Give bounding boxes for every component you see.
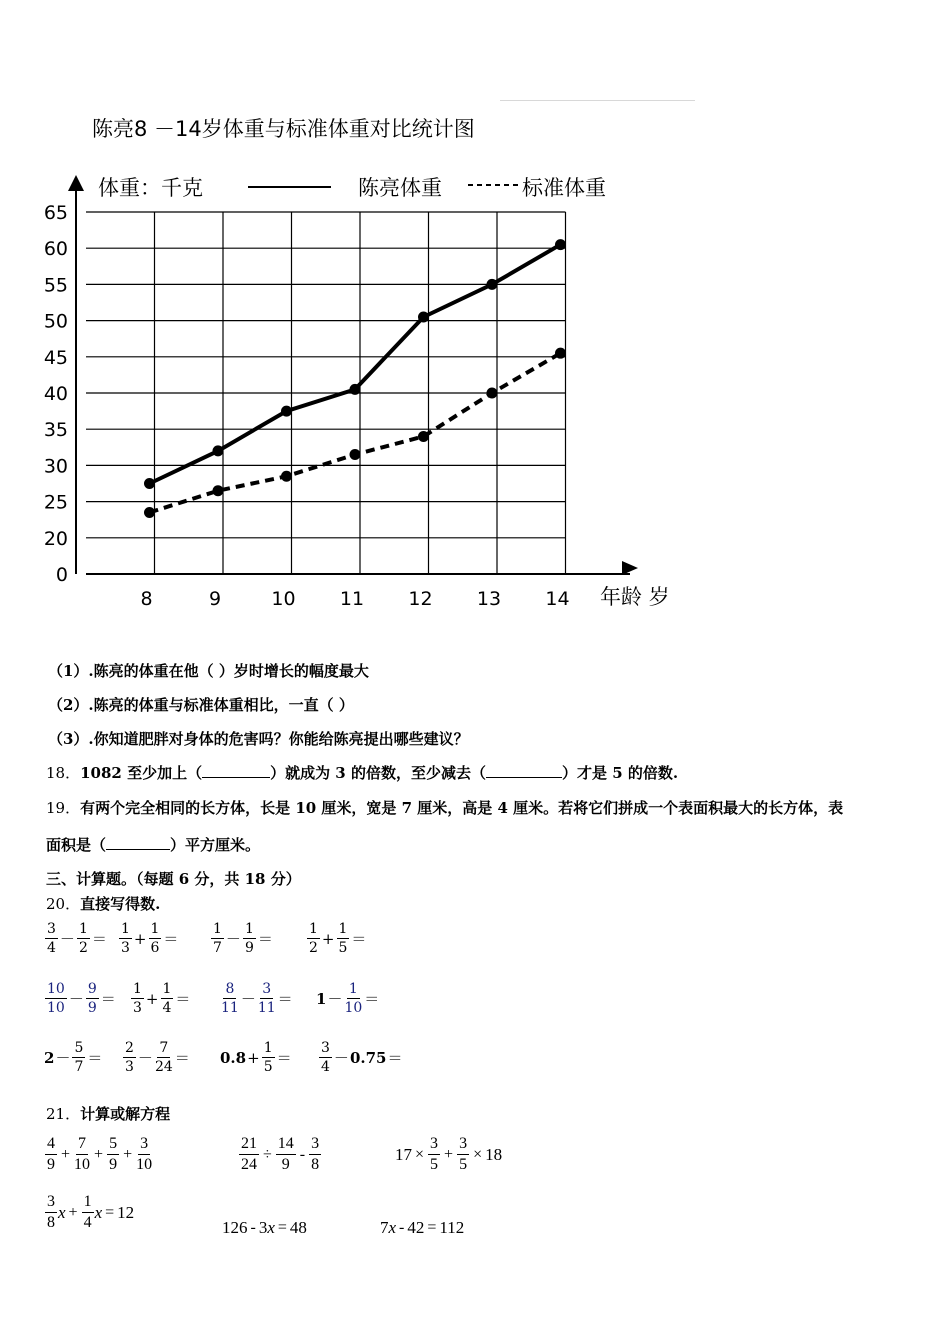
x-tick-label: 12 xyxy=(408,588,433,610)
question-2: （2）.陈亮的体重与标准体重相比，一直（ ） xyxy=(48,696,354,714)
data-point xyxy=(213,445,224,456)
q20-expr-5: $\frac{10}{10}$ － $\frac{9}{9}$ ＝ xyxy=(47,981,116,1016)
q20-expr-4: $\frac{1}{2}$ + $\frac{1}{5}$ ＝ xyxy=(309,921,367,956)
y-tick-label: 45 xyxy=(43,346,68,369)
q18-blank-2[interactable] xyxy=(486,763,562,778)
x-axis-arrow-icon xyxy=(622,561,638,575)
x-tick-label: 10 xyxy=(271,588,296,610)
q19-number: 19． xyxy=(46,799,81,817)
q20-expr-7: $\frac{8}{11}$ － $\frac{3}{11}$ ＝ xyxy=(221,981,293,1016)
q18-blank-1[interactable] xyxy=(202,763,270,778)
y-tick-labels xyxy=(44,202,68,586)
legend-solid-label: 陈亮体重 xyxy=(358,176,442,200)
chart-grid xyxy=(76,189,630,574)
data-point xyxy=(144,507,155,518)
q20-expr-12: $\frac{3}{4}$ － 0.75 ＝ xyxy=(321,1040,403,1075)
x-tick-label: 8 xyxy=(140,588,153,610)
data-point xyxy=(555,239,566,250)
y-tick-label: 50 xyxy=(43,310,68,333)
q21-expr-d: $\frac{3}{8}$ x + $\frac{1}{4}$ x = 12 xyxy=(47,1193,135,1231)
data-point xyxy=(144,478,155,489)
question-20-heading xyxy=(46,893,160,914)
x-tick-label: 9 xyxy=(208,588,222,610)
y-tick-label: 20 xyxy=(43,527,68,550)
q21-expr-e: 126 - 3 x = 48 xyxy=(222,1218,307,1237)
x-tick-label: 14 xyxy=(545,588,570,610)
header-rule xyxy=(500,100,695,101)
legend-dashed-label: 标准体重 xyxy=(522,176,606,200)
data-point xyxy=(487,388,498,399)
q21-number: 21． xyxy=(46,1105,81,1123)
y-axis-arrow-icon xyxy=(68,175,84,191)
data-point xyxy=(418,431,429,442)
q21-expr-a: $\frac{4}{9}$ + $\frac{7}{10}$ + $\frac{5}{9}$ + $\frac{3}{10}$ xyxy=(47,1135,153,1173)
y-tick-label: 55 xyxy=(43,274,68,297)
question-18 xyxy=(46,762,678,783)
question-3: （3）.你知道肥胖对身体的危害吗？你能给陈亮提出哪些建议？ xyxy=(48,730,469,748)
q20-expr-3: $\frac{1}{7}$ － $\frac{1}{9}$ ＝ xyxy=(213,921,273,956)
q21-expr-f: 7 x - 42 = 112 xyxy=(380,1218,465,1237)
y-axis-label: 体重：千克 xyxy=(98,176,203,200)
series-line-standard xyxy=(150,353,561,512)
y-tick-label: 40 xyxy=(43,383,68,405)
section-3-heading: 三、计算题。（每题 6 分，共 18 分） xyxy=(46,870,301,888)
q20-number: 20． xyxy=(46,895,81,913)
y-tick-label: 65 xyxy=(43,202,68,224)
q18-number: 18． xyxy=(46,764,81,782)
data-point xyxy=(281,471,292,482)
q18-text-a: 1082 至少加上（ xyxy=(80,764,203,782)
q18-text-c: ）才是 5 的倍数. xyxy=(561,764,679,782)
q20-expr-10: $\frac{2}{3}$ － $\frac{7}{24}$ ＝ xyxy=(125,1040,190,1075)
x-tick-label: 13 xyxy=(476,588,502,610)
q19-text-b: ）平方厘米。 xyxy=(170,836,261,854)
q21-expr-b: $\frac{21}{24}$ ÷ $\frac{14}{9}$ - $\frac{3}{8}$ xyxy=(241,1135,320,1173)
q20-expr-11: 0.8 + $\frac{1}{5}$ ＝ xyxy=(220,1040,292,1075)
data-point xyxy=(350,384,361,395)
q20-expr-6: $\frac{1}{3}$ + $\frac{1}{4}$ ＝ xyxy=(133,981,191,1016)
question-1: （1）.陈亮的体重在他（ ）岁时增长的幅度最大 xyxy=(48,662,369,680)
x-axis-label: 年龄 岁 xyxy=(600,585,670,609)
q20-expr-9: 2 － $\frac{5}{7}$ ＝ xyxy=(44,1040,103,1075)
data-point xyxy=(487,279,498,290)
question-21-heading xyxy=(46,1103,170,1124)
q20-expr-2: $\frac{1}{3}$ + $\frac{1}{6}$ ＝ xyxy=(121,921,179,956)
q19-text-a: 面积是（ xyxy=(46,836,107,854)
y-tick-label: 35 xyxy=(43,419,68,442)
series-line-chenliang xyxy=(150,245,561,484)
q20-title: 直接写得数. xyxy=(80,895,161,913)
question-19-line-2 xyxy=(46,834,260,855)
weight-line-chart xyxy=(40,105,700,625)
q18-text-b: ）就成为 3 的倍数，至少减去（ xyxy=(270,764,486,782)
x-tick-labels xyxy=(140,588,569,610)
y-tick-label: 25 xyxy=(43,491,68,514)
y-tick-label: 0 xyxy=(55,564,68,586)
data-point xyxy=(555,348,566,359)
y-tick-label: 30 xyxy=(43,455,68,478)
data-point xyxy=(350,449,361,460)
q21-title: 计算或解方程 xyxy=(80,1105,171,1123)
x-tick-label: 11 xyxy=(339,588,365,610)
chart-series xyxy=(144,239,566,518)
y-tick-label: 60 xyxy=(43,238,68,261)
chart-title: 陈亮8 －14岁体重与标准体重对比统计图 xyxy=(92,117,475,141)
question-19 xyxy=(46,797,843,818)
data-point xyxy=(213,485,224,496)
q20-expr-8: 1 － $\frac{1}{10}$ ＝ xyxy=(316,981,380,1016)
q19-blank[interactable] xyxy=(106,835,170,850)
data-point xyxy=(281,406,292,417)
q20-expr-1: $\frac{3}{4}$ － $\frac{1}{2}$ ＝ xyxy=(47,921,107,956)
q19-line-1: 有两个完全相同的长方体，长是 10 厘米，宽是 7 厘米，高是 4 厘米。若将它们拼成一个表面积最大的长方体，表 xyxy=(80,799,844,817)
data-point xyxy=(418,311,429,322)
q21-expr-c: 17 × $\frac{3}{5}$ + $\frac{3}{5}$ × 18 xyxy=(395,1135,503,1173)
